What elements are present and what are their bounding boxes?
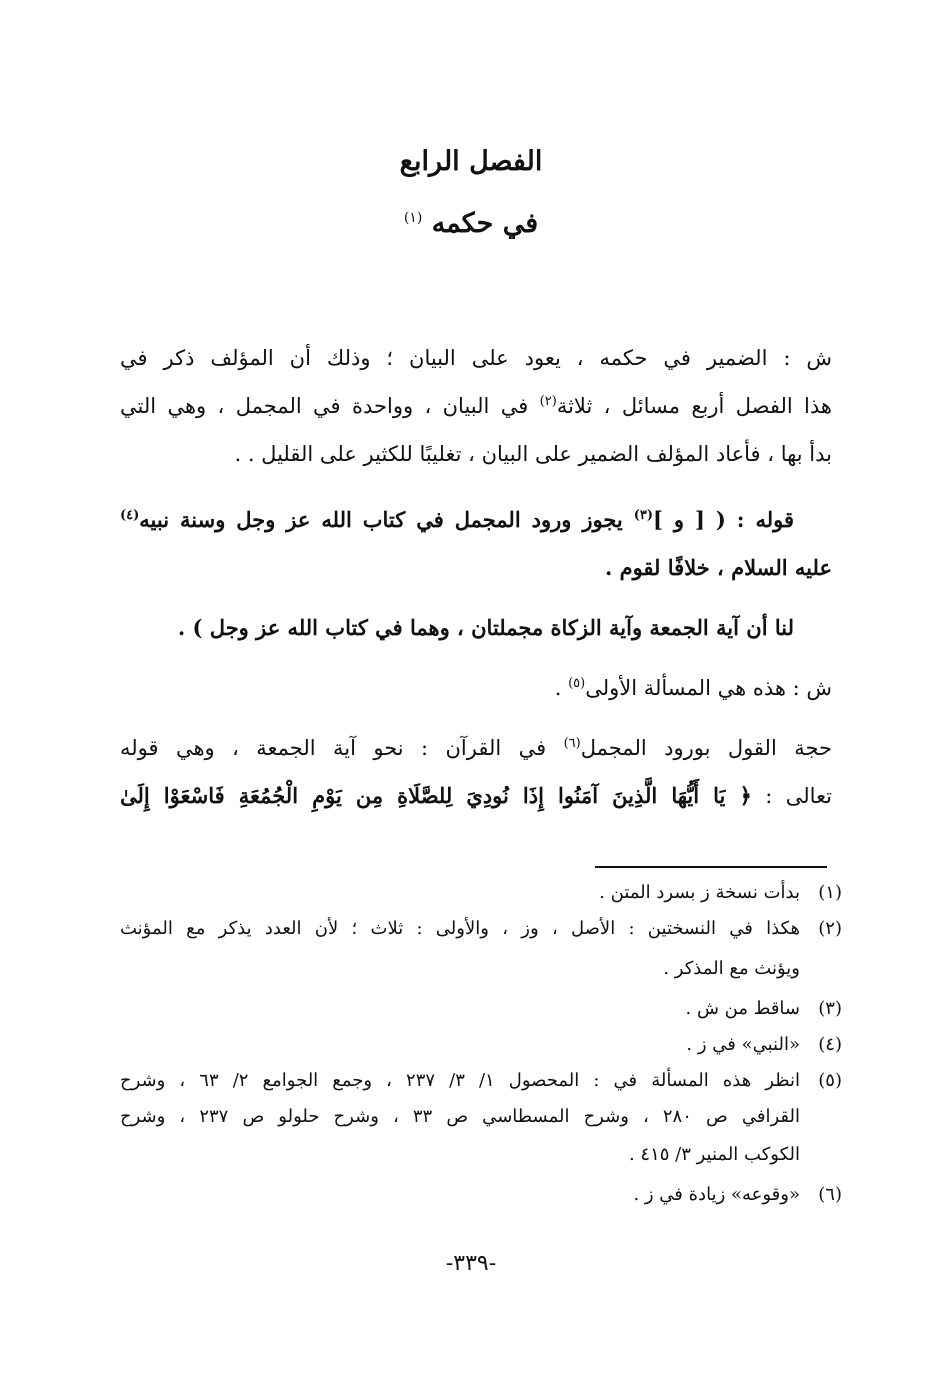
quran-verse: ﴿ يَا أَيُّهَا الَّذِينَ آمَنُوا إِذَا نُودِيَ لِلصَّلَاةِ مِن يَوْمِ الْجُمُعَةِ فَاسْعَوْا إِلَىٰ xyxy=(120,783,752,808)
footnote-number: (٦) xyxy=(818,1184,842,1205)
text-line xyxy=(120,496,832,544)
commentary-paragraph-3 xyxy=(120,724,832,820)
text-line: ش : الضمير في حكمه ، يعود على البيان ؛ وذلك أن المؤلف ذكر في xyxy=(120,346,832,370)
text-line xyxy=(120,664,832,712)
page-number: -٣٣٩- xyxy=(445,1251,497,1276)
text-segment: هذا الفصل أربع مسائل ، ثلاثة xyxy=(556,394,832,418)
footnote-ref: (٤) xyxy=(120,508,140,523)
footnote-continuation: القرافي ص ٢٨٠ ، وشرح المسطاسي ص ٣٣ ، وشرح حلولو ص ٢٣٧ ، وشرح xyxy=(120,1106,800,1127)
footnote-item xyxy=(120,1066,842,1096)
footnote-separator xyxy=(595,866,827,868)
footnote-ref: (٦) xyxy=(563,736,581,751)
text-line xyxy=(120,724,832,772)
footnote-number: (٣) xyxy=(818,998,842,1019)
text-line xyxy=(120,772,832,820)
text-segment: يجوز ورود المجمل في كتاب الله عز وجل وسنة نبيه xyxy=(139,507,623,532)
text-segment: في القرآن : نحو آية الجمعة ، وهي قوله xyxy=(120,736,547,760)
chapter-subtitle-text: في حكمه xyxy=(431,208,539,239)
footnote-ref: (٥) xyxy=(568,676,586,691)
text-segment: . xyxy=(554,676,562,700)
matn-quote-2 xyxy=(120,604,832,652)
footnote-ref: (٢) xyxy=(539,394,557,409)
footnote-item xyxy=(120,1030,842,1060)
chapter-title: الفصل الرابع xyxy=(399,146,543,177)
matn-quote xyxy=(120,496,832,592)
footnote-text: انظر هذه المسألة في : المحصول ١/ ٣/ ٢٣٧ ، وجمع الجوامع ٢/ ٦٣ ، وشرح xyxy=(120,1070,800,1091)
commentary-paragraph-1 xyxy=(120,334,832,478)
chapter-subtitle xyxy=(0,200,942,248)
footnote-text: ساقط من ش . xyxy=(685,998,800,1019)
footnote-number: (٢) xyxy=(818,918,842,939)
footnote-number: (١) xyxy=(818,882,842,903)
footnote-number: (٤) xyxy=(818,1034,842,1055)
commentary-paragraph-2 xyxy=(120,664,832,712)
footnote-text: «النبي» في ز . xyxy=(686,1034,800,1055)
footnote-item xyxy=(120,1180,842,1210)
footnote-number: (٥) xyxy=(818,1070,842,1091)
text-line: لنا أن آية الجمعة وآية الزكاة مجملتان ، وهما في كتاب الله عز وجل ) . xyxy=(177,615,794,640)
footnote-ref: (٣) xyxy=(633,508,653,523)
footnote-text: هكذا في النسختين : الأصل ، وز ، والأولى : ثلاث ؛ لأن العدد يذكر مع المؤنث xyxy=(120,918,800,939)
footnote-ref: (١) xyxy=(403,210,423,226)
text-segment: ش : هذه هي المسألة الأولى xyxy=(585,676,832,700)
text-line: عليه السلام ، خلافًا لقوم . xyxy=(604,555,832,580)
footnote-text: «وقوعه» زيادة في ز . xyxy=(633,1184,800,1205)
footnotes xyxy=(120,878,842,1218)
footnote-item xyxy=(120,994,842,1024)
footnote-continuation: ويؤنث مع المذكر . xyxy=(663,958,800,979)
text-segment: تعالى : xyxy=(765,784,832,808)
text-segment: في البيان ، وواحدة في المجمل ، وهي التي xyxy=(120,394,529,418)
text-line xyxy=(120,382,832,430)
footnote-item xyxy=(120,878,842,908)
text-segment: قوله : ( [ و ] xyxy=(652,507,794,532)
footnote-continuation: الكوكب المنير ٣/ ٤١٥ . xyxy=(628,1144,800,1165)
footnote-text: بدأت نسخة ز بسرد المتن . xyxy=(599,882,800,903)
footnote-item xyxy=(120,914,842,944)
text-line: بدأ بها ، فأعاد المؤلف الضمير على البيان ، تغليبًا للكثير على القليل . . xyxy=(234,442,832,466)
text-segment: حجة القول بورود المجمل xyxy=(580,736,832,760)
